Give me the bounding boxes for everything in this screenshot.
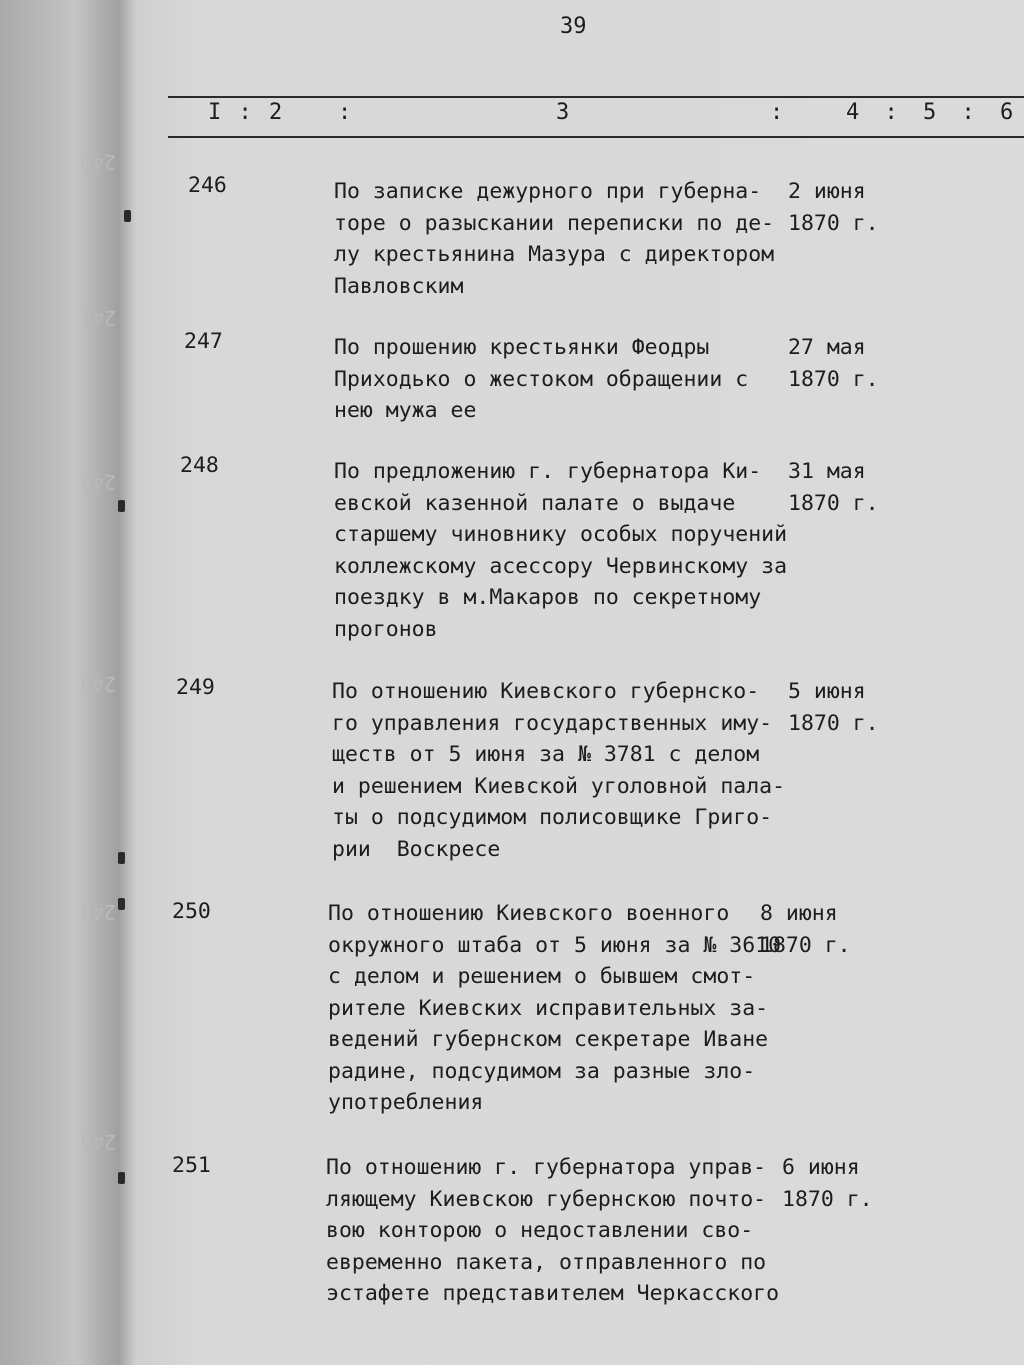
entry-number: 249 xyxy=(176,675,215,700)
header-col-3: 3 xyxy=(556,100,572,125)
entry-description: По записке дежурного при губерна- торе о разыскании переписки по де- лу крестьянина Мазура с директором Павловским xyxy=(334,179,775,299)
entry-number: 248 xyxy=(180,453,219,478)
entry-description: По отношению г. губернатора управ- ляющему Киевскою губернскою почто- вою конторою о недоставлении сво- евременно пакета, отправленного по эстафете представителем Черкасского xyxy=(326,1155,780,1306)
bleed-through-mark: 240 xyxy=(80,150,117,174)
entry-date: 6 июня 1870 г. xyxy=(782,1155,873,1212)
bleed-through-mark: 245 xyxy=(80,1130,117,1154)
entry-date: 2 июня 1870 г. xyxy=(788,179,879,236)
entry-date: 27 мая 1870 г. xyxy=(788,335,879,392)
entry-number: 246 xyxy=(188,173,227,198)
binding-hole xyxy=(124,210,131,222)
binding-hole xyxy=(118,898,125,910)
entry-date: 8 июня 1870 г. xyxy=(760,901,851,958)
entry-number: 251 xyxy=(172,1153,211,1178)
bleed-through-mark: 242 xyxy=(80,470,117,494)
entry-description: По отношению Киевского военного окружного штаба от 5 июня за № 3610 с делом и решением о бывшем смот- рителе Киевских исправительных за- ведений губернском секретаре Иване радине, подсудимом за разные зло- употребления xyxy=(328,901,782,1115)
header-top-rule xyxy=(168,96,1024,98)
binding-hole xyxy=(118,852,125,864)
bleed-through-mark: 243 xyxy=(80,672,117,696)
entry-description: По отношению Киевского губернско- го управления государственных иму- ществ от 5 июня за № 3781 с делом и решением Киевской уголовной пала- ты о подсудимом полисовщике Григо- рии Воскресе xyxy=(332,679,786,862)
header-separator: : xyxy=(338,100,354,125)
entry-number: 247 xyxy=(184,329,223,354)
header-col-4-6: 4 : 5 : 6 xyxy=(846,100,1020,125)
header-col-1-2: I : 2 xyxy=(208,100,285,125)
binding-hole xyxy=(118,1172,125,1184)
header-bottom-rule xyxy=(168,136,1024,138)
binding-hole xyxy=(118,500,125,512)
entry-description: По прошению крестьянки Феодры Приходько о жестоком обращении с нею мужа ее xyxy=(334,335,749,423)
entry-description: По предложению г. губернатора Ки- евской казенной палате о выдаче старшему чиновнику особых поручений коллежскому асессору Червинскому за поездку в м.Макаров по секретному прогонов xyxy=(334,459,788,642)
bleed-through-mark: 244 xyxy=(80,900,117,924)
page-number: 39 xyxy=(560,14,587,39)
bleed-through-mark: 241 xyxy=(80,306,117,330)
entry-date: 5 июня 1870 г. xyxy=(788,679,879,736)
entry-number: 250 xyxy=(172,899,211,924)
header-separator: : xyxy=(770,100,786,125)
entry-date: 31 мая 1870 г. xyxy=(788,459,879,516)
